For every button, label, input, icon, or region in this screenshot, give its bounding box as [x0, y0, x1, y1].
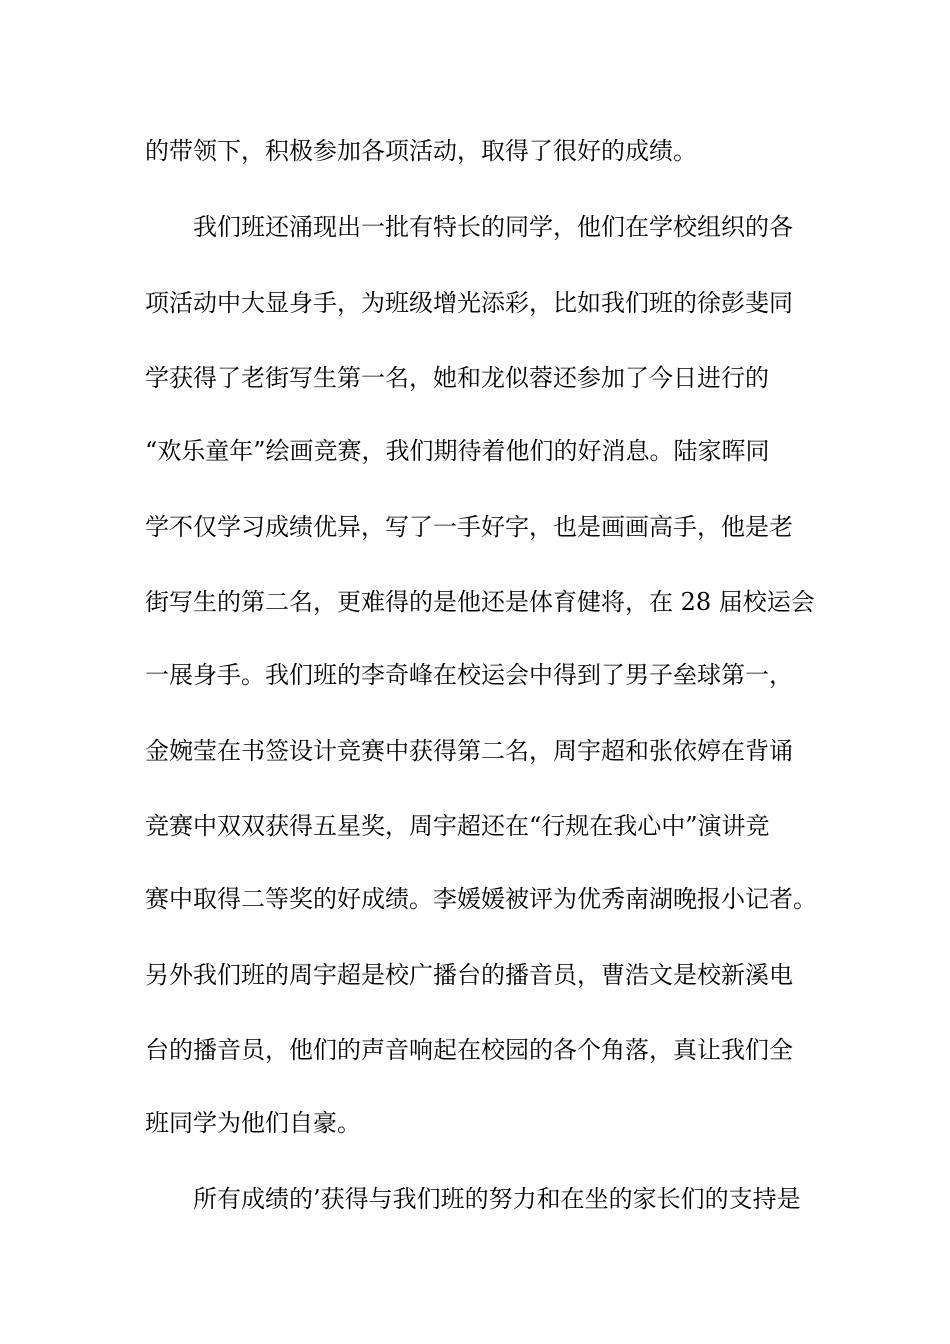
paragraph-line: 项活动中大显身手，为班级增光添彩，比如我们班的徐彭斐同: [145, 289, 793, 317]
paragraph-line: 所有成绩的’获得与我们班的努力和在坐的家长们的支持是: [193, 1185, 801, 1213]
paragraph-line: 另外我们班的周宇超是校广播台的播音员，曹浩文是校新溪电: [145, 961, 793, 989]
paragraph-line: 的带领下，积极参加各项活动，取得了很好的成绩。: [145, 137, 697, 165]
paragraph-line: 学不仅学习成绩优异，写了一手好字，也是画画高手，他是老: [145, 513, 793, 541]
paragraph-line: 竞赛中双双获得五星奖，周宇超还在“行规在我心中”演讲竞: [145, 812, 770, 840]
paragraph-line: 街写生的第二名，更难得的是他还是体育健将，在 28 届校运会: [145, 588, 815, 616]
paragraph-line: 赛中取得二等奖的好成绩。李媛媛被评为优秀南湖晚报小记者。: [145, 885, 817, 913]
paragraph-line: 一展身手。我们班的李奇峰在校运会中得到了男子垒球第一，: [145, 661, 793, 689]
paragraph-line: “欢乐童年”绘画竞赛，我们期待着他们的好消息。陆家晖同: [145, 437, 770, 465]
paragraph-line: 台的播音员，他们的声音响起在校园的各个角落，真让我们全: [145, 1036, 793, 1064]
paragraph-line: 我们班还涌现出一批有特长的同学，他们在学校组织的各: [193, 213, 793, 241]
paragraph-line: 金婉莹在书签设计竞赛中获得第二名，周宇超和张依婷在背诵: [145, 737, 793, 765]
paragraph-line: 班同学为他们自豪。: [145, 1109, 361, 1137]
paragraph-line: 学获得了老街写生第一名，她和龙似蓉还参加了今日进行的: [145, 364, 769, 392]
